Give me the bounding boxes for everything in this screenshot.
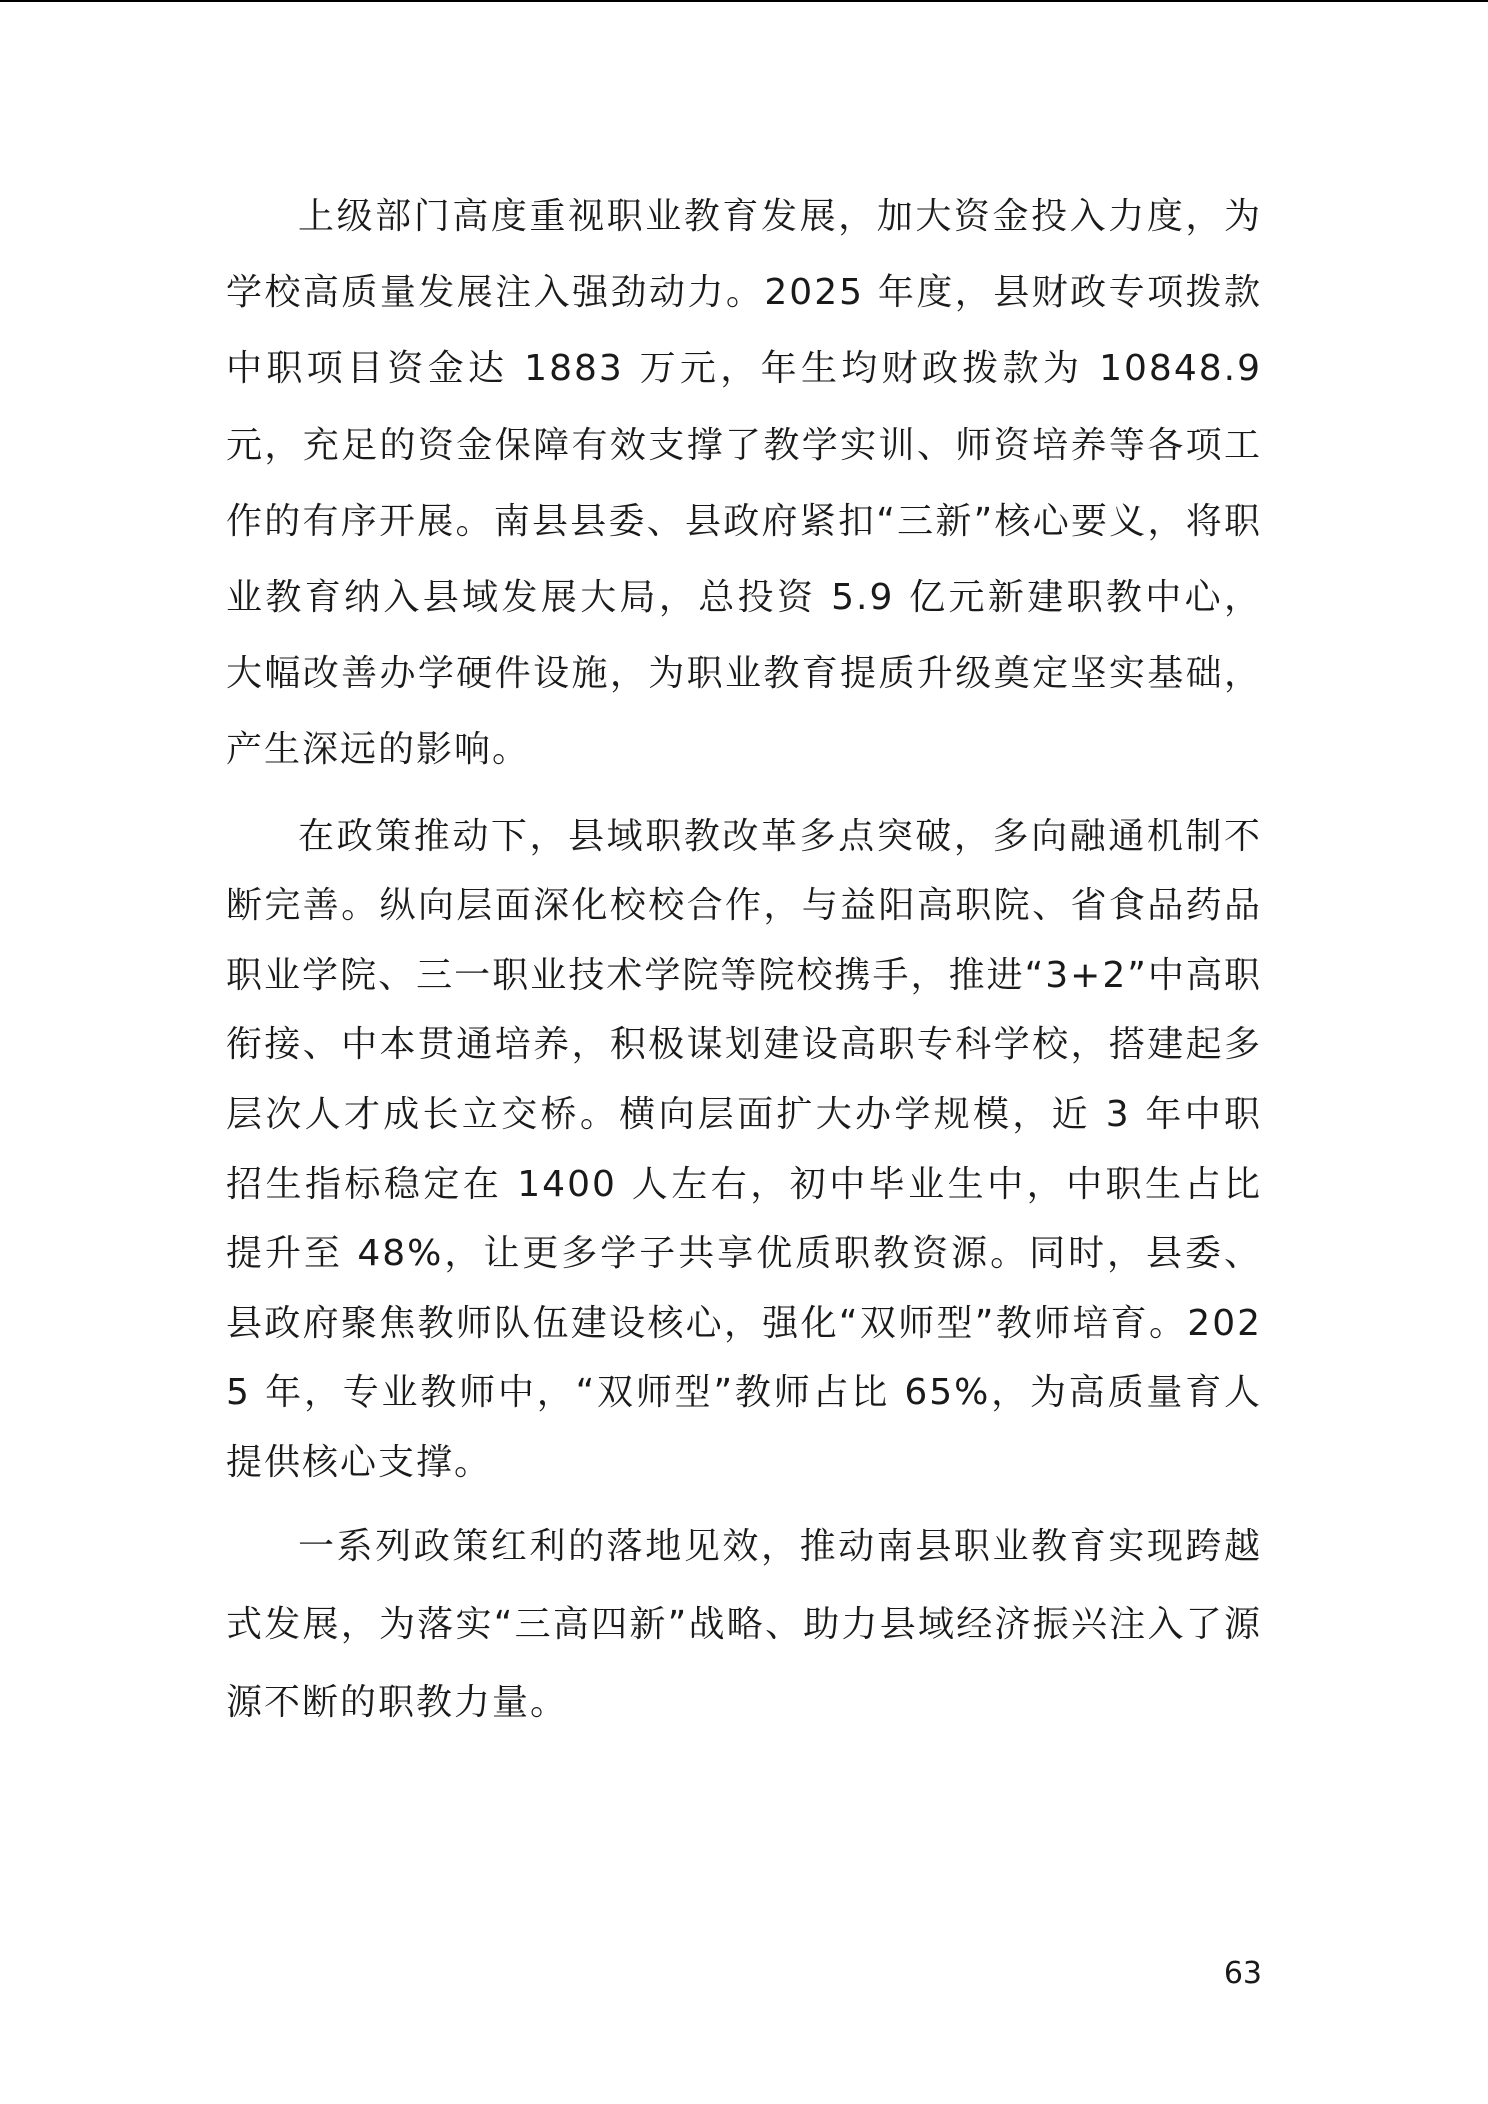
page-top-border xyxy=(0,0,1488,2)
paragraph-funding: 上级部门高度重视职业教育发展，加大资金投入力度，为学校高质量发展注入强劲动力。2025 年度，县财政专项拨款中职项目资金达 1883 万元，年生均财政拨款为 10848.9 元，充足的资金保障有效支撑了教学实训、师资培养等各项工作的有序开展。南县县委、县政府紧扣“三新”核心要义，将职业教育纳入县域发展大局，总投资 5.9 亿元新建职教中心，大幅改善办学硬件设施，为职业教育提质升级奠定坚实基础，产生深远的影响。 xyxy=(226,196,1262,771)
body-text xyxy=(226,179,1262,1742)
paragraph-reform: 在政策推动下，县域职教改革多点突破，多向融通机制不断完善。纵向层面深化校校合作，与益阳高职院、省食品药品职业学院、三一职业技术学院等院校携手，推进“3+2”中高职衔接、中本贯通培养，积极谋划建设高职专科学校，搭建起多层次人才成长立交桥。横向层面扩大办学规模，近 3 年中职招生指标稳定在 1400 人左右，初中毕业生中，中职生占比提升至 48%，让更多学子共享优质职教资源。同时，县委、县政府聚焦教师队伍建设核心，强化“双师型”教师培育。2025 年，专业教师中，“双师型”教师占比 65%，为高质量育人提供核心支撑。 xyxy=(226,815,1262,1483)
paragraph-conclusion: 一系列政策红利的落地见效，推动南县职业教育实现跨越式发展，为落实“三高四新”战略、助力县域经济振兴注入了源源不断的职教力量。 xyxy=(226,1525,1262,1723)
page-number: 63 xyxy=(1223,1956,1262,1991)
